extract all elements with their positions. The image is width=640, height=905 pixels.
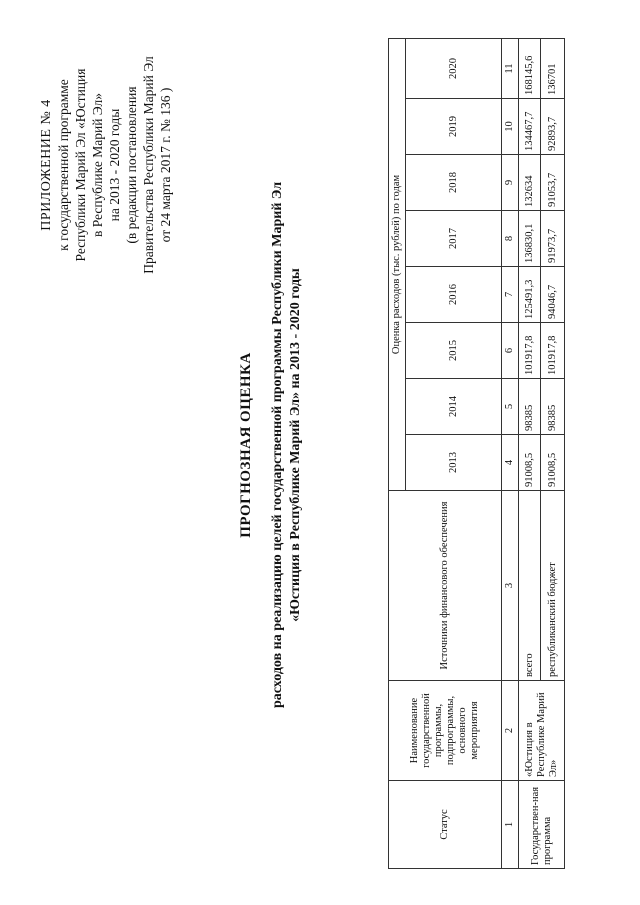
table-row (519, 39, 541, 869)
row-value: 134467,7 (519, 99, 541, 155)
appendix-line: на 2013 - 2020 годы (107, 108, 122, 222)
column-number: 3 (502, 491, 519, 681)
row-value: 91973,7 (541, 211, 565, 267)
appendix-block (38, 25, 174, 305)
row-value: 101917,8 (519, 323, 541, 379)
row-value: 98385 (541, 379, 565, 435)
appendix-line: Республики Марий Эл «Юстиция (73, 68, 88, 262)
appendix-line: Правительства Республики Марий Эл (141, 56, 156, 274)
column-number: 11 (502, 39, 519, 99)
header-year: 2018 (406, 155, 502, 211)
header-status: Статус (389, 781, 502, 869)
column-number: 9 (502, 155, 519, 211)
row-value: 98385 (519, 379, 541, 435)
row-value: 91008,5 (541, 435, 565, 491)
header-year: 2016 (406, 267, 502, 323)
row-value: 91008,5 (519, 435, 541, 491)
document-subtitle-line-1: расходов на реализацию целей государственной программы Республики Марий Эл (270, 181, 285, 709)
row-value: 92893,7 (541, 99, 565, 155)
header-year: 2020 (406, 39, 502, 99)
column-number: 2 (502, 681, 519, 781)
row-value: 125491,3 (519, 267, 541, 323)
row-value: 136701 (541, 39, 565, 99)
column-number: 6 (502, 323, 519, 379)
header-year: 2013 (406, 435, 502, 491)
row-program-name: «Юстиция в Республике Марий Эл» (519, 681, 565, 781)
header-year: 2014 (406, 379, 502, 435)
column-number: 8 (502, 211, 519, 267)
header-expense-group: Оценка расходов (тыс. рублей) по годам (389, 39, 406, 491)
row-value: 91053,7 (541, 155, 565, 211)
header-year: 2015 (406, 323, 502, 379)
row-funding-source: всего (519, 491, 541, 681)
row-value: 136830,1 (519, 211, 541, 267)
appendix-line: в Республике Марий Эл» (90, 92, 105, 238)
column-number: 7 (502, 267, 519, 323)
appendix-line: (в редакции постановления (124, 86, 139, 244)
appendix-line: от 24 марта 2017 г. № 136 ) (158, 87, 173, 243)
header-program-name: Наименование государственной программы, подпрограммы, основного мероприятия (389, 681, 502, 781)
expense-estimate-table (388, 38, 565, 869)
header-year: 2017 (406, 211, 502, 267)
column-number: 4 (502, 435, 519, 491)
document-title: ПРОГНОЗНАЯ ОЦЕНКА (238, 352, 254, 538)
header-year: 2019 (406, 99, 502, 155)
row-funding-source: республиканский бюджет (541, 491, 565, 681)
row-value: 101917,8 (541, 323, 565, 379)
appendix-line: к государственной программе (56, 79, 71, 251)
header-funding-source: Источники финансового обеспечения (389, 491, 502, 681)
appendix-title: ПРИЛОЖЕНИЕ № 4 (39, 99, 54, 231)
row-value: 132634 (519, 155, 541, 211)
row-value: 94046,7 (541, 267, 565, 323)
column-number: 10 (502, 99, 519, 155)
row-status: Государствен-ная программа (519, 781, 565, 869)
column-number: 1 (502, 781, 519, 869)
column-number: 5 (502, 379, 519, 435)
document-heading (238, 45, 305, 845)
row-value: 168145,6 (519, 39, 541, 99)
document-subtitle-line-2: «Юстиция в Республике Марий Эл» на 2013 - 2020 годы (288, 268, 303, 622)
